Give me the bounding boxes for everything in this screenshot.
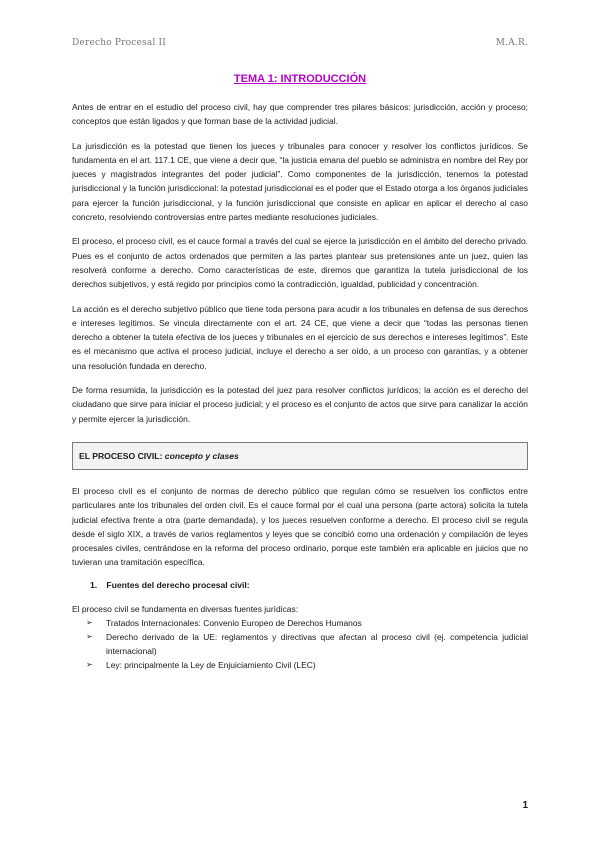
fuentes-intro: El proceso civil se fundamenta en diversas fuentes jurídicas: — [72, 603, 299, 614]
arrow-bullet-icon: ➢ — [86, 659, 93, 669]
paragraph-resumen: De forma resumida, la jurisdicción es la potestad del juez para resolver conflictos jurídicos; la acción es el derecho del ciudadano que sirve para iniciar el proceso judicial; y el proceso es el conjunto de actos que sirve para canalizar la acción y permite ejercer la jurisdicción. — [72, 385, 528, 424]
section-title-sub: concepto y clases — [164, 450, 239, 461]
paragraph-intro: Antes de entrar en el estudio del proceso civil, hay que comprender tres pilares básicos: jurisdicción, acción y proceso; conceptos que están ligados y que forman base de la actividad judicial. — [72, 102, 528, 127]
paragraph-jurisdiccion: La jurisdicción es la potestad que tienen los jueces y tribunales para conocer y resolver los conflictos jurídicos. Se fundamenta en el art. 117.1 CE, que viene a decir que, “la justicia emana del pueblo se administra en nombre del Rey por jueces y magistrados integrantes del poder judicial”. Como componentes de la jurisdicción, tenemos la potestad jurisdiccional y la función jurisdiccional: la potestad jurisdiccional es el poder que el Estado otorga a los órganos judiciales para ejercer la función jurisdiccional, y la función jurisdiccional que consiste en aplicar en aplicar el derecho al caso concreto, resolviendo controversias entre partes mediante resoluciones judiciales. — [72, 140, 528, 223]
fuentes-list — [72, 616, 528, 672]
document-body — [72, 100, 528, 672]
list-item — [86, 658, 528, 672]
list-item-text: Derecho derivado de la UE: reglamentos y directivas que afectan al proceso civil (ej. competencia judicial internacional) — [106, 631, 528, 656]
section-title — [79, 451, 239, 461]
section-heading-box — [72, 442, 528, 470]
arrow-bullet-icon: ➢ — [86, 631, 93, 641]
section-title-main: EL PROCESO CIVIL: — [79, 450, 163, 461]
paragraph-proceso-civil: El proceso civil es el conjunto de normas de derecho público que regulan cómo se resuelven los conflictos entre particulares ante los tribunales del orden civil. Es el cauce formal por el cual una persona (parte actora) solicita la tutela judicial efectiva frente a otra (parte demandada), y los jueces resuelven conforme a derecho. El proceso civil se regula desde el siglo XIX, a través de varios reglamentos y leyes que se concibió como una ordenación y compilación de leyes procesales civiles, centrándose en la reforma del proceso ordinario, porque este también era aplicable en juicios que no tuvieran una tramitación específica. — [72, 485, 528, 568]
running-header-left: Derecho Procesal II — [72, 38, 167, 48]
running-header-right: M.A.R. — [495, 38, 528, 48]
list-item — [86, 616, 528, 630]
list-item-text: Tratados Internacionales: Convenio Europeo de Derechos Humanos — [106, 617, 362, 628]
paragraph-proceso: El proceso, el proceso civil, es el cauce formal a través del cual se ejerce la jurisdicción en el ámbito del derecho privado. Pues es el conjunto de actos ordenados que permiten a las partes plantear sus pretensiones ante un juez, quien las resolverá conforme a derecho. Como características de este, diremos que garantiza la tutela jurisdiccional de los derechos subjetivos, y está regido por principios como la contradicción, igualdad, publicidad y concentración. — [72, 236, 528, 290]
page-title: TEMA 1: INTRODUCCIÓN — [233, 73, 367, 85]
subheading-number: 1. — [90, 579, 98, 590]
subheading-text: Fuentes del derecho procesal civil: — [106, 579, 250, 590]
arrow-bullet-icon: ➢ — [86, 617, 93, 627]
page-number: 1 — [522, 800, 528, 811]
list-item — [86, 630, 528, 658]
subheading-fuentes — [90, 580, 528, 590]
list-item-text: Ley: principalmente la Ley de Enjuiciamiento Civil (LEC) — [106, 659, 316, 670]
paragraph-accion: La acción es el derecho subjetivo público que tiene toda persona para acudir a los tribunales en defensa de sus derechos e intereses legítimos. Se vincula directamente con el art. 24 CE, que viene a decir que “todas las personas tienen derecho a obtener la tutela efectiva de los jueces y tribunales en el ejercicio de sus derechos e intereses legítimos”. Este es el mecanismo que activa el proceso judicial, incluye el derecho a ser oído, a un proceso con garantías, y a obtener una resolución fundada en derecho. — [72, 303, 528, 371]
